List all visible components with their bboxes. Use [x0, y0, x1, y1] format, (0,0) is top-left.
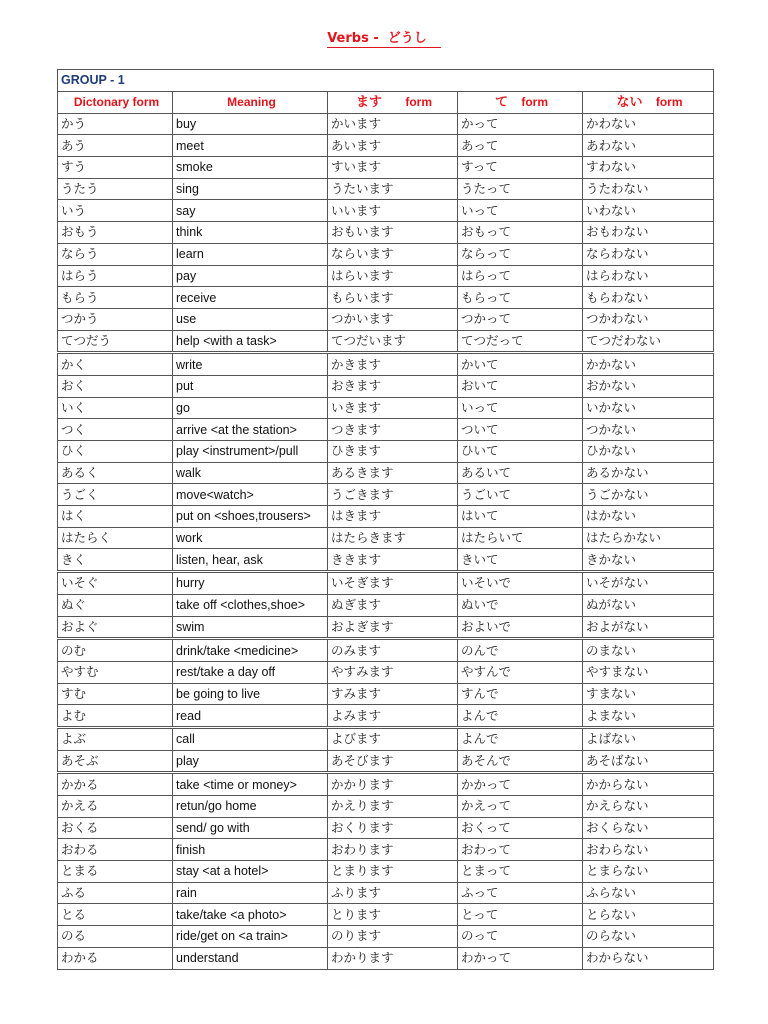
- nai-form-cell: てつだわない: [583, 330, 714, 353]
- table-row: [58, 549, 714, 572]
- table-row: [58, 419, 714, 441]
- meaning-cell: arrive <at the station>: [173, 419, 328, 441]
- meaning-cell: say: [173, 200, 328, 222]
- nai-form-cell: のまない: [583, 639, 714, 662]
- meaning-cell: understand: [173, 947, 328, 969]
- nai-form-cell: かわない: [583, 113, 714, 135]
- meaning-cell: help <with a task>: [173, 330, 328, 353]
- masu-form-cell: かきます: [328, 353, 458, 376]
- te-form-cell: あそんで: [458, 750, 583, 773]
- masu-form-cell: ききます: [328, 549, 458, 572]
- meaning-cell: buy: [173, 113, 328, 135]
- te-form-cell: おくって: [458, 817, 583, 839]
- dictionary-form-cell: はく: [58, 506, 173, 528]
- dictionary-form-cell: ぬぐ: [58, 594, 173, 616]
- te-form-cell: かかって: [458, 773, 583, 796]
- dictionary-form-cell: はらう: [58, 265, 173, 287]
- nai-form-cell: わからない: [583, 947, 714, 969]
- header-meaning: Meaning: [173, 91, 328, 113]
- dictionary-form-cell: おくる: [58, 817, 173, 839]
- te-form-cell: およいで: [458, 616, 583, 639]
- dictionary-form-cell: いう: [58, 200, 173, 222]
- header-masu-form: [328, 91, 458, 113]
- te-form-cell: とって: [458, 904, 583, 926]
- masu-form-cell: はらいます: [328, 265, 458, 287]
- masu-form-cell: のります: [328, 926, 458, 948]
- nai-form-cell: やすまない: [583, 661, 714, 683]
- masu-form-cell: いいます: [328, 200, 458, 222]
- header-row: [58, 91, 714, 113]
- nai-form-cell: およがない: [583, 616, 714, 639]
- te-form-cell: あるいて: [458, 462, 583, 484]
- masu-form-cell: つかいます: [328, 308, 458, 330]
- dictionary-form-cell: もらう: [58, 287, 173, 309]
- te-form-cell: おわって: [458, 839, 583, 861]
- group-row: [58, 70, 714, 92]
- te-form-cell: わかって: [458, 947, 583, 969]
- dictionary-form-cell: おわる: [58, 839, 173, 861]
- nai-form-cell: はらわない: [583, 265, 714, 287]
- meaning-cell: call: [173, 727, 328, 750]
- te-form-cell: ひいて: [458, 441, 583, 463]
- table-row: [58, 375, 714, 397]
- nai-form-cell: かからない: [583, 773, 714, 796]
- nai-form-cell: ひかない: [583, 441, 714, 463]
- dictionary-form-cell: おもう: [58, 222, 173, 244]
- masu-form-cell: ひきます: [328, 441, 458, 463]
- table-row: [58, 947, 714, 969]
- dictionary-form-cell: あう: [58, 135, 173, 157]
- nai-form-cell: はかない: [583, 506, 714, 528]
- te-form-cell: もらって: [458, 287, 583, 309]
- header-te-jp: て: [494, 94, 508, 110]
- masu-form-cell: ぬぎます: [328, 594, 458, 616]
- te-form-cell: のんで: [458, 639, 583, 662]
- nai-form-cell: いかない: [583, 397, 714, 419]
- meaning-cell: walk: [173, 462, 328, 484]
- te-form-cell: いって: [458, 397, 583, 419]
- table-row: [58, 330, 714, 353]
- nai-form-cell: ふらない: [583, 882, 714, 904]
- masu-form-cell: あるきます: [328, 462, 458, 484]
- header-nai-jp: ない: [616, 94, 643, 110]
- meaning-cell: rain: [173, 882, 328, 904]
- meaning-cell: stay <at a hotel>: [173, 861, 328, 883]
- te-form-cell: かえって: [458, 796, 583, 818]
- masu-form-cell: いそぎます: [328, 572, 458, 595]
- meaning-cell: drink/take <medicine>: [173, 639, 328, 662]
- table-row: [58, 683, 714, 705]
- table-row: [58, 308, 714, 330]
- dictionary-form-cell: のる: [58, 926, 173, 948]
- title-prefix: Verbs -: [327, 31, 379, 46]
- te-form-cell: あって: [458, 135, 583, 157]
- table-row: [58, 572, 714, 595]
- nai-form-cell: おわらない: [583, 839, 714, 861]
- te-form-cell: ついて: [458, 419, 583, 441]
- nai-form-cell: よばない: [583, 727, 714, 750]
- nai-form-cell: おもわない: [583, 222, 714, 244]
- te-form-cell: よんで: [458, 705, 583, 728]
- table-row: [58, 727, 714, 750]
- dictionary-form-cell: かかる: [58, 773, 173, 796]
- meaning-cell: take/take <a photo>: [173, 904, 328, 926]
- dictionary-form-cell: かう: [58, 113, 173, 135]
- table-row: [58, 353, 714, 376]
- meaning-cell: learn: [173, 243, 328, 265]
- nai-form-cell: よまない: [583, 705, 714, 728]
- nai-form-cell: のらない: [583, 926, 714, 948]
- nai-form-cell: とまらない: [583, 861, 714, 883]
- table-row: [58, 594, 714, 616]
- meaning-cell: ride/get on <a train>: [173, 926, 328, 948]
- te-form-cell: のって: [458, 926, 583, 948]
- te-form-cell: すって: [458, 157, 583, 179]
- meaning-cell: think: [173, 222, 328, 244]
- masu-form-cell: もらいます: [328, 287, 458, 309]
- nai-form-cell: うごかない: [583, 484, 714, 506]
- table-row: [58, 506, 714, 528]
- page-title-line: [327, 27, 441, 48]
- table-row: [58, 441, 714, 463]
- meaning-cell: meet: [173, 135, 328, 157]
- meaning-cell: send/ go with: [173, 817, 328, 839]
- meaning-cell: put on <shoes,trousers>: [173, 506, 328, 528]
- te-form-cell: いそいで: [458, 572, 583, 595]
- dictionary-form-cell: ならう: [58, 243, 173, 265]
- masu-form-cell: うたいます: [328, 178, 458, 200]
- masu-form-cell: はたらきます: [328, 527, 458, 549]
- nai-form-cell: いそがない: [583, 572, 714, 595]
- masu-form-cell: おもいます: [328, 222, 458, 244]
- table-row: [58, 639, 714, 662]
- table-row: [58, 113, 714, 135]
- masu-form-cell: かえります: [328, 796, 458, 818]
- nai-form-cell: すまない: [583, 683, 714, 705]
- nai-form-cell: はたらかない: [583, 527, 714, 549]
- masu-form-cell: のみます: [328, 639, 458, 662]
- te-form-cell: よんで: [458, 727, 583, 750]
- header-te-label: form: [521, 94, 549, 109]
- meaning-cell: hurry: [173, 572, 328, 595]
- meaning-cell: work: [173, 527, 328, 549]
- dictionary-form-cell: ふる: [58, 882, 173, 904]
- table-row: [58, 817, 714, 839]
- nai-form-cell: あそばない: [583, 750, 714, 773]
- nai-form-cell: とらない: [583, 904, 714, 926]
- meaning-cell: take <time or money>: [173, 773, 328, 796]
- meaning-cell: pay: [173, 265, 328, 287]
- header-te-form: [458, 91, 583, 113]
- dictionary-form-cell: かえる: [58, 796, 173, 818]
- dictionary-form-cell: かく: [58, 353, 173, 376]
- masu-form-cell: つきます: [328, 419, 458, 441]
- meaning-cell: smoke: [173, 157, 328, 179]
- table-row: [58, 861, 714, 883]
- meaning-cell: play <instrument>/pull: [173, 441, 328, 463]
- dictionary-form-cell: はたらく: [58, 527, 173, 549]
- header-masu-label: form: [405, 94, 433, 109]
- table-row: [58, 200, 714, 222]
- title-japanese: どうし: [387, 31, 427, 46]
- nai-form-cell: つかわない: [583, 308, 714, 330]
- nai-form-cell: かかない: [583, 353, 714, 376]
- masu-form-cell: おくります: [328, 817, 458, 839]
- te-form-cell: ならって: [458, 243, 583, 265]
- dictionary-form-cell: とる: [58, 904, 173, 926]
- dictionary-form-cell: およぐ: [58, 616, 173, 639]
- nai-form-cell: ぬがない: [583, 594, 714, 616]
- te-form-cell: おいて: [458, 375, 583, 397]
- table-row: [58, 243, 714, 265]
- table-row: [58, 750, 714, 773]
- meaning-cell: rest/take a day off: [173, 661, 328, 683]
- dictionary-form-cell: うたう: [58, 178, 173, 200]
- masu-form-cell: ならいます: [328, 243, 458, 265]
- verb-table-body: [58, 70, 714, 970]
- dictionary-form-cell: すう: [58, 157, 173, 179]
- masu-form-cell: よびます: [328, 727, 458, 750]
- dictionary-form-cell: てつだう: [58, 330, 173, 353]
- dictionary-form-cell: よむ: [58, 705, 173, 728]
- meaning-cell: play: [173, 750, 328, 773]
- meaning-cell: take off <clothes,shoe>: [173, 594, 328, 616]
- masu-form-cell: かかります: [328, 773, 458, 796]
- te-form-cell: てつだって: [458, 330, 583, 353]
- nai-form-cell: かえらない: [583, 796, 714, 818]
- page-title: [0, 27, 768, 48]
- dictionary-form-cell: ひく: [58, 441, 173, 463]
- dictionary-form-cell: すむ: [58, 683, 173, 705]
- masu-form-cell: あいます: [328, 135, 458, 157]
- te-form-cell: ふって: [458, 882, 583, 904]
- masu-form-cell: おきます: [328, 375, 458, 397]
- masu-form-cell: ふります: [328, 882, 458, 904]
- table-row: [58, 705, 714, 728]
- masu-form-cell: おわります: [328, 839, 458, 861]
- nai-form-cell: あるかない: [583, 462, 714, 484]
- te-form-cell: とまって: [458, 861, 583, 883]
- meaning-cell: write: [173, 353, 328, 376]
- nai-form-cell: おくらない: [583, 817, 714, 839]
- masu-form-cell: とります: [328, 904, 458, 926]
- dictionary-form-cell: よぶ: [58, 727, 173, 750]
- te-form-cell: はいて: [458, 506, 583, 528]
- verb-table: [57, 69, 714, 970]
- nai-form-cell: すわない: [583, 157, 714, 179]
- masu-form-cell: わかります: [328, 947, 458, 969]
- meaning-cell: read: [173, 705, 328, 728]
- te-form-cell: つかって: [458, 308, 583, 330]
- dictionary-form-cell: うごく: [58, 484, 173, 506]
- masu-form-cell: てつだいます: [328, 330, 458, 353]
- dictionary-form-cell: わかる: [58, 947, 173, 969]
- te-form-cell: すんで: [458, 683, 583, 705]
- table-row: [58, 484, 714, 506]
- meaning-cell: put: [173, 375, 328, 397]
- meaning-cell: go: [173, 397, 328, 419]
- masu-form-cell: とまります: [328, 861, 458, 883]
- masu-form-cell: かいます: [328, 113, 458, 135]
- dictionary-form-cell: あるく: [58, 462, 173, 484]
- header-dictionary-form: Dictonary form: [58, 91, 173, 113]
- masu-form-cell: すみます: [328, 683, 458, 705]
- nai-form-cell: おかない: [583, 375, 714, 397]
- table-row: [58, 926, 714, 948]
- te-form-cell: いって: [458, 200, 583, 222]
- table-row: [58, 882, 714, 904]
- meaning-cell: receive: [173, 287, 328, 309]
- meaning-cell: finish: [173, 839, 328, 861]
- te-form-cell: うたって: [458, 178, 583, 200]
- header-masu-jp: ます: [355, 94, 382, 110]
- te-form-cell: うごいて: [458, 484, 583, 506]
- table-row: [58, 135, 714, 157]
- masu-form-cell: うごきます: [328, 484, 458, 506]
- te-form-cell: かって: [458, 113, 583, 135]
- table-row: [58, 157, 714, 179]
- masu-form-cell: いきます: [328, 397, 458, 419]
- masu-form-cell: はきます: [328, 506, 458, 528]
- te-form-cell: はたらいて: [458, 527, 583, 549]
- table-row: [58, 527, 714, 549]
- table-row: [58, 796, 714, 818]
- dictionary-form-cell: あそぶ: [58, 750, 173, 773]
- nai-form-cell: もらわない: [583, 287, 714, 309]
- dictionary-form-cell: いく: [58, 397, 173, 419]
- te-form-cell: きいて: [458, 549, 583, 572]
- dictionary-form-cell: とまる: [58, 861, 173, 883]
- table-row: [58, 839, 714, 861]
- meaning-cell: use: [173, 308, 328, 330]
- masu-form-cell: およぎます: [328, 616, 458, 639]
- dictionary-form-cell: いそぐ: [58, 572, 173, 595]
- table-row: [58, 397, 714, 419]
- dictionary-form-cell: つく: [58, 419, 173, 441]
- te-form-cell: ぬいで: [458, 594, 583, 616]
- te-form-cell: はらって: [458, 265, 583, 287]
- nai-form-cell: あわない: [583, 135, 714, 157]
- masu-form-cell: やすみます: [328, 661, 458, 683]
- nai-form-cell: うたわない: [583, 178, 714, 200]
- meaning-cell: retun/go home: [173, 796, 328, 818]
- table-row: [58, 462, 714, 484]
- dictionary-form-cell: つかう: [58, 308, 173, 330]
- table-row: [58, 616, 714, 639]
- dictionary-form-cell: おく: [58, 375, 173, 397]
- header-nai-form: [583, 91, 714, 113]
- group-label: GROUP - 1: [58, 70, 714, 92]
- te-form-cell: かいて: [458, 353, 583, 376]
- nai-form-cell: つかない: [583, 419, 714, 441]
- masu-form-cell: すいます: [328, 157, 458, 179]
- masu-form-cell: あそびます: [328, 750, 458, 773]
- meaning-cell: be going to live: [173, 683, 328, 705]
- table-row: [58, 265, 714, 287]
- table-row: [58, 904, 714, 926]
- meaning-cell: sing: [173, 178, 328, 200]
- te-form-cell: やすんで: [458, 661, 583, 683]
- table-row: [58, 178, 714, 200]
- meaning-cell: swim: [173, 616, 328, 639]
- nai-form-cell: ならわない: [583, 243, 714, 265]
- nai-form-cell: きかない: [583, 549, 714, 572]
- header-nai-label: form: [655, 94, 683, 109]
- masu-form-cell: よみます: [328, 705, 458, 728]
- nai-form-cell: いわない: [583, 200, 714, 222]
- dictionary-form-cell: のむ: [58, 639, 173, 662]
- dictionary-form-cell: やすむ: [58, 661, 173, 683]
- meaning-cell: move<watch>: [173, 484, 328, 506]
- te-form-cell: おもって: [458, 222, 583, 244]
- table-row: [58, 773, 714, 796]
- table-row: [58, 661, 714, 683]
- dictionary-form-cell: きく: [58, 549, 173, 572]
- table-row: [58, 222, 714, 244]
- meaning-cell: listen, hear, ask: [173, 549, 328, 572]
- table-row: [58, 287, 714, 309]
